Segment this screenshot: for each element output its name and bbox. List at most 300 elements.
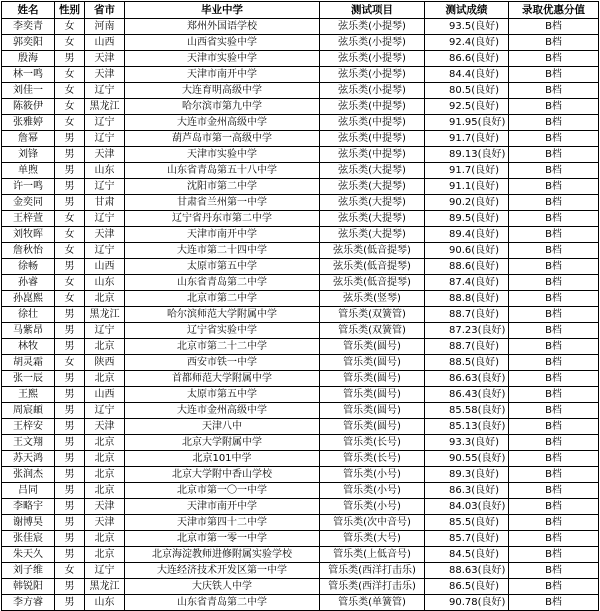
header-school: 毕业中学 <box>125 2 320 19</box>
cell-name: 许一鸣 <box>2 179 55 195</box>
cell-province: 天津 <box>85 419 125 435</box>
cell-bonus: B档 <box>509 403 599 419</box>
cell-bonus: B档 <box>509 307 599 323</box>
cell-bonus: B档 <box>509 211 599 227</box>
cell-name: 徐壮 <box>2 307 55 323</box>
cell-test-item: 弦乐类(大提琴) <box>320 211 425 227</box>
cell-school: 北京大学附属中学 <box>125 435 320 451</box>
cell-gender: 女 <box>55 355 85 371</box>
header-name: 姓名 <box>2 2 55 19</box>
cell-test-score: 90.55(良好) <box>425 451 509 467</box>
cell-province: 辽宁 <box>85 131 125 147</box>
cell-bonus: B档 <box>509 99 599 115</box>
cell-province: 辽宁 <box>85 115 125 131</box>
cell-gender: 男 <box>55 595 85 611</box>
cell-gender: 男 <box>55 579 85 595</box>
cell-test-score: 80.5(良好) <box>425 83 509 99</box>
cell-school: 北京市第二十二中学 <box>125 339 320 355</box>
cell-test-item: 弦乐类(小提琴) <box>320 51 425 67</box>
cell-test-score: 88.63(良好) <box>425 563 509 579</box>
cell-name: 刘牧晖 <box>2 227 55 243</box>
cell-province: 辽宁 <box>85 179 125 195</box>
cell-bonus: B档 <box>509 371 599 387</box>
cell-name: 张一辰 <box>2 371 55 387</box>
cell-test-score: 92.4(良好) <box>425 35 509 51</box>
cell-name: 徐畅 <box>2 259 55 275</box>
cell-test-item: 管乐类(圆号) <box>320 371 425 387</box>
cell-bonus: B档 <box>509 227 599 243</box>
cell-test-score: 91.1(良好) <box>425 179 509 195</box>
header-row <box>2 2 599 19</box>
table-row <box>2 515 599 531</box>
table-row <box>2 51 599 67</box>
cell-test-item: 管乐类(圆号) <box>320 387 425 403</box>
table-row <box>2 243 599 259</box>
cell-test-score: 87.23(良好) <box>425 323 509 339</box>
cell-name: 张雅婷 <box>2 115 55 131</box>
cell-test-score: 88.8(良好) <box>425 291 509 307</box>
cell-gender: 男 <box>55 323 85 339</box>
cell-gender: 男 <box>55 531 85 547</box>
cell-name: 詹幂 <box>2 131 55 147</box>
cell-test-score: 92.5(良好) <box>425 99 509 115</box>
cell-test-score: 89.13(良好) <box>425 147 509 163</box>
table-row <box>2 67 599 83</box>
cell-province: 北京 <box>85 291 125 307</box>
cell-name: 谢博昊 <box>2 515 55 531</box>
cell-test-item: 管乐类(圆号) <box>320 339 425 355</box>
cell-gender: 女 <box>55 83 85 99</box>
cell-school: 甘肃省兰州第一中学 <box>125 195 320 211</box>
cell-school: 山西省实验中学 <box>125 35 320 51</box>
cell-test-item: 管乐类(西洋打击乐) <box>320 579 425 595</box>
cell-test-score: 84.4(良好) <box>425 67 509 83</box>
cell-bonus: B档 <box>509 355 599 371</box>
cell-name: 周宸頔 <box>2 403 55 419</box>
cell-test-score: 85.13(良好) <box>425 419 509 435</box>
cell-test-item: 弦乐类(大提琴) <box>320 163 425 179</box>
cell-province: 山西 <box>85 387 125 403</box>
cell-gender: 男 <box>55 435 85 451</box>
cell-test-item: 弦乐类(中提琴) <box>320 131 425 147</box>
cell-test-score: 86.5(良好) <box>425 579 509 595</box>
table-row <box>2 355 599 371</box>
cell-test-item: 弦乐类(大提琴) <box>320 227 425 243</box>
cell-test-score: 86.63(良好) <box>425 371 509 387</box>
cell-gender: 女 <box>55 275 85 291</box>
cell-name: 刘佳一 <box>2 83 55 99</box>
table-row <box>2 595 599 611</box>
cell-test-score: 88.7(良好) <box>425 307 509 323</box>
cell-gender: 女 <box>55 35 85 51</box>
cell-school: 首都师范大学附属中学 <box>125 371 320 387</box>
cell-bonus: B档 <box>509 275 599 291</box>
cell-school: 天津市南开中学 <box>125 67 320 83</box>
cell-school: 太原市第五中学 <box>125 259 320 275</box>
cell-test-score: 90.78(良好) <box>425 595 509 611</box>
table-row <box>2 483 599 499</box>
table-row <box>2 499 599 515</box>
cell-bonus: B档 <box>509 19 599 35</box>
cell-name: 苏天鸿 <box>2 451 55 467</box>
cell-province: 北京 <box>85 547 125 563</box>
cell-bonus: B档 <box>509 131 599 147</box>
cell-test-item: 弦乐类(小提琴) <box>320 83 425 99</box>
cell-gender: 女 <box>55 67 85 83</box>
cell-test-score: 88.7(良好) <box>425 339 509 355</box>
cell-name: 刘子维 <box>2 563 55 579</box>
cell-bonus: B档 <box>509 179 599 195</box>
cell-province: 天津 <box>85 515 125 531</box>
cell-name: 詹秋怡 <box>2 243 55 259</box>
cell-school: 天津八中 <box>125 419 320 435</box>
cell-school: 山东省青岛第二中学 <box>125 275 320 291</box>
cell-school: 大连市金州高级中学 <box>125 403 320 419</box>
cell-test-item: 管乐类(双簧管) <box>320 307 425 323</box>
cell-gender: 女 <box>55 19 85 35</box>
cell-gender: 女 <box>55 291 85 307</box>
cell-test-item: 管乐类(小号) <box>320 483 425 499</box>
cell-province: 陕西 <box>85 355 125 371</box>
cell-school: 葫芦岛市第一高级中学 <box>125 131 320 147</box>
header-bonus: 录取优惠分值 <box>509 2 599 19</box>
cell-school: 北京101中学 <box>125 451 320 467</box>
cell-school: 辽宁省实验中学 <box>125 323 320 339</box>
table-row <box>2 195 599 211</box>
table-row <box>2 419 599 435</box>
table-row <box>2 99 599 115</box>
cell-gender: 男 <box>55 147 85 163</box>
cell-school: 太原市第五中学 <box>125 387 320 403</box>
cell-test-item: 弦乐类(中提琴) <box>320 147 425 163</box>
cell-test-item: 管乐类(圆号) <box>320 403 425 419</box>
cell-test-score: 85.7(良好) <box>425 531 509 547</box>
table-row <box>2 115 599 131</box>
cell-school: 北京市第一〇一中学 <box>125 483 320 499</box>
cell-province: 辽宁 <box>85 243 125 259</box>
cell-bonus: B档 <box>509 419 599 435</box>
cell-school: 哈尔滨市第九中学 <box>125 99 320 115</box>
cell-bonus: B档 <box>509 243 599 259</box>
table-row <box>2 227 599 243</box>
cell-test-item: 弦乐类(低音提琴) <box>320 259 425 275</box>
cell-province: 山西 <box>85 259 125 275</box>
cell-test-item: 管乐类(长号) <box>320 451 425 467</box>
cell-gender: 男 <box>55 547 85 563</box>
cell-test-score: 88.5(良好) <box>425 355 509 371</box>
cell-province: 山西 <box>85 35 125 51</box>
cell-test-score: 86.6(良好) <box>425 51 509 67</box>
cell-school: 天津市第四十二中学 <box>125 515 320 531</box>
cell-name: 单煦 <box>2 163 55 179</box>
cell-test-score: 88.6(良好) <box>425 259 509 275</box>
cell-bonus: B档 <box>509 67 599 83</box>
table-row <box>2 19 599 35</box>
table-row <box>2 403 599 419</box>
cell-bonus: B档 <box>509 451 599 467</box>
cell-test-item: 管乐类(长号) <box>320 435 425 451</box>
cell-bonus: B档 <box>509 387 599 403</box>
cell-province: 天津 <box>85 147 125 163</box>
table-row <box>2 179 599 195</box>
table-row <box>2 163 599 179</box>
cell-gender: 男 <box>55 371 85 387</box>
cell-name: 张佳宸 <box>2 531 55 547</box>
cell-province: 辽宁 <box>85 563 125 579</box>
cell-test-item: 弦乐类(低音提琴) <box>320 275 425 291</box>
table-row <box>2 307 599 323</box>
cell-gender: 男 <box>55 179 85 195</box>
cell-school: 辽宁省丹东市第二中学 <box>125 211 320 227</box>
cell-province: 甘肃 <box>85 195 125 211</box>
cell-gender: 男 <box>55 259 85 275</box>
cell-name: 郭奕阳 <box>2 35 55 51</box>
cell-test-item: 弦乐类(大提琴) <box>320 195 425 211</box>
table-row <box>2 131 599 147</box>
table-row <box>2 211 599 227</box>
cell-bonus: B档 <box>509 259 599 275</box>
table-row <box>2 467 599 483</box>
cell-test-item: 管乐类(双簧管) <box>320 323 425 339</box>
cell-province: 黑龙江 <box>85 99 125 115</box>
cell-test-score: 85.58(良好) <box>425 403 509 419</box>
cell-gender: 女 <box>55 227 85 243</box>
cell-test-score: 93.5(良好) <box>425 19 509 35</box>
cell-name: 吕同 <box>2 483 55 499</box>
cell-province: 北京 <box>85 451 125 467</box>
cell-gender: 男 <box>55 451 85 467</box>
cell-school: 天津市南开中学 <box>125 499 320 515</box>
cell-name: 王文翔 <box>2 435 55 451</box>
cell-bonus: B档 <box>509 115 599 131</box>
cell-province: 天津 <box>85 67 125 83</box>
cell-bonus: B档 <box>509 563 599 579</box>
cell-name: 韩锐阳 <box>2 579 55 595</box>
cell-test-score: 89.4(良好) <box>425 227 509 243</box>
cell-bonus: B档 <box>509 83 599 99</box>
cell-name: 林一鸣 <box>2 67 55 83</box>
cell-test-item: 弦乐类(小提琴) <box>320 67 425 83</box>
cell-bonus: B档 <box>509 499 599 515</box>
cell-school: 山东省青岛第二中学 <box>125 595 320 611</box>
header-test-item: 测试项目 <box>320 2 425 19</box>
cell-test-item: 管乐类(大号) <box>320 531 425 547</box>
cell-test-score: 90.6(良好) <box>425 243 509 259</box>
cell-school: 大连市金州高级中学 <box>125 115 320 131</box>
cell-bonus: B档 <box>509 531 599 547</box>
cell-province: 北京 <box>85 531 125 547</box>
table-row <box>2 83 599 99</box>
cell-bonus: B档 <box>509 163 599 179</box>
cell-test-score: 91.7(良好) <box>425 163 509 179</box>
cell-bonus: B档 <box>509 483 599 499</box>
table-row <box>2 323 599 339</box>
cell-province: 天津 <box>85 499 125 515</box>
cell-test-item: 弦乐类(中提琴) <box>320 99 425 115</box>
cell-gender: 男 <box>55 483 85 499</box>
cell-test-item: 弦乐类(中提琴) <box>320 115 425 131</box>
table-row <box>2 371 599 387</box>
cell-gender: 女 <box>55 211 85 227</box>
cell-name: 朱天久 <box>2 547 55 563</box>
cell-school: 大连市第二十四中学 <box>125 243 320 259</box>
cell-province: 辽宁 <box>85 83 125 99</box>
header-test-score: 测试成绩 <box>425 2 509 19</box>
cell-test-item: 管乐类(圆号) <box>320 419 425 435</box>
header-province: 省市 <box>85 2 125 19</box>
cell-school: 哈尔滨师范大学附属中学 <box>125 307 320 323</box>
cell-test-item: 管乐类(小号) <box>320 467 425 483</box>
cell-test-score: 91.95(良好) <box>425 115 509 131</box>
cell-province: 黑龙江 <box>85 307 125 323</box>
cell-gender: 男 <box>55 499 85 515</box>
cell-test-score: 84.03(良好) <box>425 499 509 515</box>
cell-province: 北京 <box>85 371 125 387</box>
cell-gender: 男 <box>55 419 85 435</box>
cell-bonus: B档 <box>509 515 599 531</box>
table-body <box>2 19 599 611</box>
table-row <box>2 579 599 595</box>
cell-gender: 男 <box>55 403 85 419</box>
cell-test-score: 86.3(良好) <box>425 483 509 499</box>
cell-test-score: 86.43(良好) <box>425 387 509 403</box>
table-row <box>2 547 599 563</box>
cell-province: 黑龙江 <box>85 579 125 595</box>
cell-test-item: 弦乐类(大提琴) <box>320 179 425 195</box>
cell-gender: 女 <box>55 243 85 259</box>
cell-name: 孙崑熙 <box>2 291 55 307</box>
cell-name: 张润杰 <box>2 467 55 483</box>
cell-gender: 女 <box>55 563 85 579</box>
cell-bonus: B档 <box>509 579 599 595</box>
table-row <box>2 563 599 579</box>
cell-name: 马紫昂 <box>2 323 55 339</box>
cell-gender: 男 <box>55 195 85 211</box>
cell-school: 北京市第二中学 <box>125 291 320 307</box>
cell-province: 天津 <box>85 51 125 67</box>
cell-gender: 男 <box>55 515 85 531</box>
cell-name: 李方睿 <box>2 595 55 611</box>
table-row <box>2 291 599 307</box>
cell-test-item: 管乐类(小号) <box>320 499 425 515</box>
cell-province: 北京 <box>85 435 125 451</box>
table-row <box>2 451 599 467</box>
cell-name: 金奕同 <box>2 195 55 211</box>
cell-test-item: 管乐类(次中音号) <box>320 515 425 531</box>
cell-test-score: 85.5(良好) <box>425 515 509 531</box>
cell-province: 山东 <box>85 595 125 611</box>
cell-school: 大连经济技术开发区第一中学 <box>125 563 320 579</box>
cell-school: 大连育明高级中学 <box>125 83 320 99</box>
cell-test-item: 管乐类(单簧管) <box>320 595 425 611</box>
cell-gender: 男 <box>55 51 85 67</box>
cell-name: 孙睿 <box>2 275 55 291</box>
cell-province: 山东 <box>85 163 125 179</box>
cell-test-item: 管乐类(上低音号) <box>320 547 425 563</box>
cell-school: 郑州外国语学校 <box>125 19 320 35</box>
cell-test-score: 89.3(良好) <box>425 467 509 483</box>
cell-bonus: B档 <box>509 467 599 483</box>
table-row <box>2 35 599 51</box>
cell-province: 山东 <box>85 275 125 291</box>
cell-test-score: 89.5(良好) <box>425 211 509 227</box>
cell-gender: 男 <box>55 467 85 483</box>
cell-school: 天津市实验中学 <box>125 147 320 163</box>
cell-test-item: 管乐类(圆号) <box>320 355 425 371</box>
cell-test-item: 弦乐类(小提琴) <box>320 35 425 51</box>
cell-school: 北京大学附中香山学校 <box>125 467 320 483</box>
table-row <box>2 435 599 451</box>
cell-school: 西安市铁一中学 <box>125 355 320 371</box>
cell-name: 王梓安 <box>2 419 55 435</box>
cell-school: 沈阳市第二中学 <box>125 179 320 195</box>
cell-name: 刘锋 <box>2 147 55 163</box>
cell-gender: 男 <box>55 163 85 179</box>
table-row <box>2 339 599 355</box>
cell-test-item: 管乐类(西洋打击乐) <box>320 563 425 579</box>
cell-bonus: B档 <box>509 323 599 339</box>
cell-school: 山东省青岛第五十八中学 <box>125 163 320 179</box>
table-row <box>2 531 599 547</box>
cell-bonus: B档 <box>509 339 599 355</box>
cell-province: 北京 <box>85 483 125 499</box>
cell-bonus: B档 <box>509 595 599 611</box>
cell-province: 北京 <box>85 339 125 355</box>
table-row <box>2 275 599 291</box>
cell-name: 王梓萱 <box>2 211 55 227</box>
cell-test-score: 84.5(良好) <box>425 547 509 563</box>
cell-name: 林牧 <box>2 339 55 355</box>
table-row <box>2 147 599 163</box>
cell-province: 河南 <box>85 19 125 35</box>
cell-province: 北京 <box>85 467 125 483</box>
cell-test-score: 93.3(良好) <box>425 435 509 451</box>
cell-bonus: B档 <box>509 547 599 563</box>
cell-school: 天津市实验中学 <box>125 51 320 67</box>
table-row <box>2 259 599 275</box>
cell-school: 北京市第一零一中学 <box>125 531 320 547</box>
cell-test-item: 弦乐类(低音提琴) <box>320 243 425 259</box>
cell-gender: 女 <box>55 99 85 115</box>
cell-test-score: 90.2(良好) <box>425 195 509 211</box>
cell-school: 天津市南开中学 <box>125 227 320 243</box>
cell-school: 大庆铁人中学 <box>125 579 320 595</box>
cell-test-score: 87.4(良好) <box>425 275 509 291</box>
admission-table <box>1 1 599 611</box>
cell-province: 辽宁 <box>85 403 125 419</box>
cell-test-item: 弦乐类(竖琴) <box>320 291 425 307</box>
cell-gender: 男 <box>55 131 85 147</box>
cell-bonus: B档 <box>509 35 599 51</box>
cell-bonus: B档 <box>509 435 599 451</box>
cell-province: 天津 <box>85 227 125 243</box>
cell-name: 李奕青 <box>2 19 55 35</box>
cell-name: 陈筱伊 <box>2 99 55 115</box>
cell-gender: 女 <box>55 115 85 131</box>
cell-bonus: B档 <box>509 195 599 211</box>
cell-name: 殷海 <box>2 51 55 67</box>
cell-gender: 男 <box>55 387 85 403</box>
cell-province: 辽宁 <box>85 323 125 339</box>
cell-school: 北京海淀教师进修附属实验学校 <box>125 547 320 563</box>
cell-name: 王熙 <box>2 387 55 403</box>
table-row <box>2 387 599 403</box>
cell-bonus: B档 <box>509 291 599 307</box>
header-gender: 性别 <box>55 2 85 19</box>
cell-gender: 男 <box>55 339 85 355</box>
cell-name: 李略宇 <box>2 499 55 515</box>
cell-gender: 男 <box>55 307 85 323</box>
